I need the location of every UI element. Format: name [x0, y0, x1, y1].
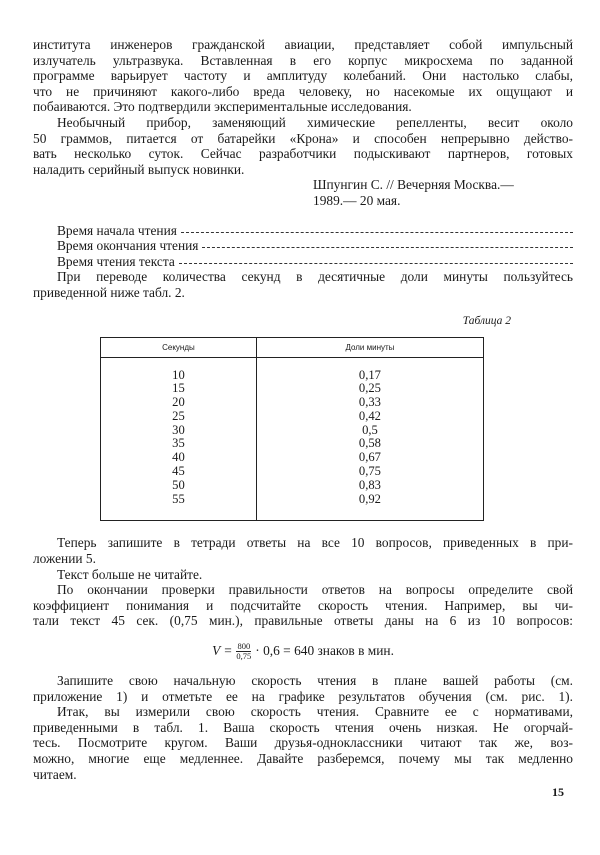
text-line: излучатель ультразвука. Вставленная в его корпус микросхема по заданной: [33, 52, 573, 68]
text-line: Итак, вы измерили свою скорость чтения. Сравните ее с нормативами,: [57, 704, 573, 720]
table-caption: Таблица 2: [462, 314, 511, 327]
seconds-value: 35: [172, 436, 185, 451]
fill-label: Время начала чтения: [57, 222, 177, 238]
fraction-value: 0,58: [358, 436, 381, 451]
text-line: приведенной ниже табл. 2.: [33, 284, 185, 300]
text-line: наладить серийный выпуск новинки.: [33, 161, 245, 177]
citation-line: 1989.— 20 мая.: [313, 192, 401, 208]
fraction-value: 0,83: [358, 477, 381, 492]
fraction-value: 0,67: [358, 450, 381, 465]
text-line: программе варьирует частоту и амплитуду колебаний. Они настолько слабы,: [33, 68, 573, 84]
text-line: института инженеров гражданской авиации, представляет собой импульсный: [33, 37, 573, 52]
seconds-value: 40: [172, 450, 185, 465]
paragraph: [33, 269, 573, 300]
speed-formula: [33, 637, 573, 665]
text-line: что не причиняют какого-либо вреда человеку, но насекомые их ощущают и: [33, 83, 573, 99]
column-header: Доли минуты: [256, 337, 483, 357]
page-number: 15: [552, 785, 564, 799]
fraction-value: 0,17: [358, 367, 381, 382]
paragraph: [33, 673, 573, 704]
seconds-value: 10: [172, 367, 185, 382]
text-line: ложении 5.: [33, 551, 96, 567]
citation-line: Шпунгин С. // Вечерняя Москва.—: [313, 177, 514, 193]
fraction-value: 0,42: [358, 408, 381, 423]
text-line: 50 граммов, питается от батарейки «Крона» и способен непрерывно действо-: [33, 130, 573, 146]
fill-line-start: [33, 223, 573, 239]
paragraph: [33, 704, 573, 782]
text-line: Текст больше не читайте.: [57, 566, 203, 582]
seconds-value: 25: [172, 408, 185, 423]
fraction-value: 0,33: [358, 395, 381, 410]
formula-fraction: [236, 642, 251, 661]
dashed-blank: [179, 254, 573, 264]
text-line: можно, многие еще медленнее. Давайте разберемся, почему мы так медленно: [33, 751, 573, 766]
text-line: побаиваются. Это подтвердили экспериментальные исследования.: [33, 99, 412, 115]
seconds-value: 45: [172, 464, 185, 479]
paragraph: [33, 37, 573, 115]
text-line: При переводе количества секунд в десятичные доли минуты пользуйтесь: [57, 269, 573, 285]
fill-line-duration: [33, 254, 573, 270]
column-header: Секунды: [101, 337, 257, 357]
text-line: тесь. Посмотрите кругом. Ваши друзья-одноклассники читают так же, воз-: [33, 735, 573, 751]
denominator: 0,75: [236, 650, 252, 661]
fraction-value: 0,25: [358, 381, 381, 396]
fill-in-lines: [33, 223, 573, 270]
fractions-column: [256, 368, 483, 521]
numerator: 800: [237, 640, 251, 651]
dashed-blank: [202, 238, 573, 248]
source-citation: [33, 177, 573, 208]
fill-line-end: [33, 238, 573, 254]
text-line: коэффициент понимания и подсчитайте скорость чтения. Например, вы чи-: [33, 597, 573, 613]
text-line: вать несколько суток. Сейчас разработчики подыскивают партнеров, готовых: [33, 146, 573, 162]
seconds-value: 30: [172, 422, 185, 437]
text-line: Запишите свою начальную скорость чтения в плане вашей работы (см.: [57, 673, 573, 689]
text-line: читаем.: [33, 766, 77, 782]
text-line: приведенными в табл. 1. Ваша скорость чтения очень низкая. Не огорчай-: [33, 719, 573, 735]
fraction-value: 0,75: [358, 464, 381, 479]
seconds-value: 20: [172, 395, 185, 410]
text-line: Теперь запишите в тетради ответы на все 10 вопросов, приведенных в при-: [57, 535, 573, 551]
formula-lhs: V =: [212, 643, 233, 659]
fill-label: Время чтения текста: [57, 253, 175, 269]
seconds-value: 55: [172, 491, 185, 506]
page-body: [33, 37, 573, 782]
fraction-value: 0,5: [362, 422, 378, 437]
seconds-value: 15: [172, 381, 185, 396]
conversion-table: [100, 337, 484, 522]
text-line: По окончании проверки правильности ответов на вопросы определите свой: [57, 582, 573, 598]
seconds-column: [101, 368, 257, 521]
paragraph: [33, 115, 573, 177]
text-line: тали текст 45 сек. (0,75 мин.), правильные ответы даны на 6 из 10 вопросов:: [33, 613, 573, 629]
dashed-blank: [181, 223, 573, 233]
paragraph: [33, 535, 573, 566]
seconds-value: 50: [172, 477, 185, 492]
formula-rest: · 0,6 = 640 знаков в мин.: [255, 643, 394, 659]
text-line: приложение 1) и отметьте ее на графике результатов обучения (см. рис. 1).: [33, 688, 573, 704]
paragraph: [33, 582, 573, 629]
fraction-value: 0,92: [358, 491, 381, 506]
fill-label: Время окончания чтения: [57, 238, 199, 254]
text-line: Необычный прибор, заменяющий химические репелленты, весит около: [57, 114, 573, 130]
